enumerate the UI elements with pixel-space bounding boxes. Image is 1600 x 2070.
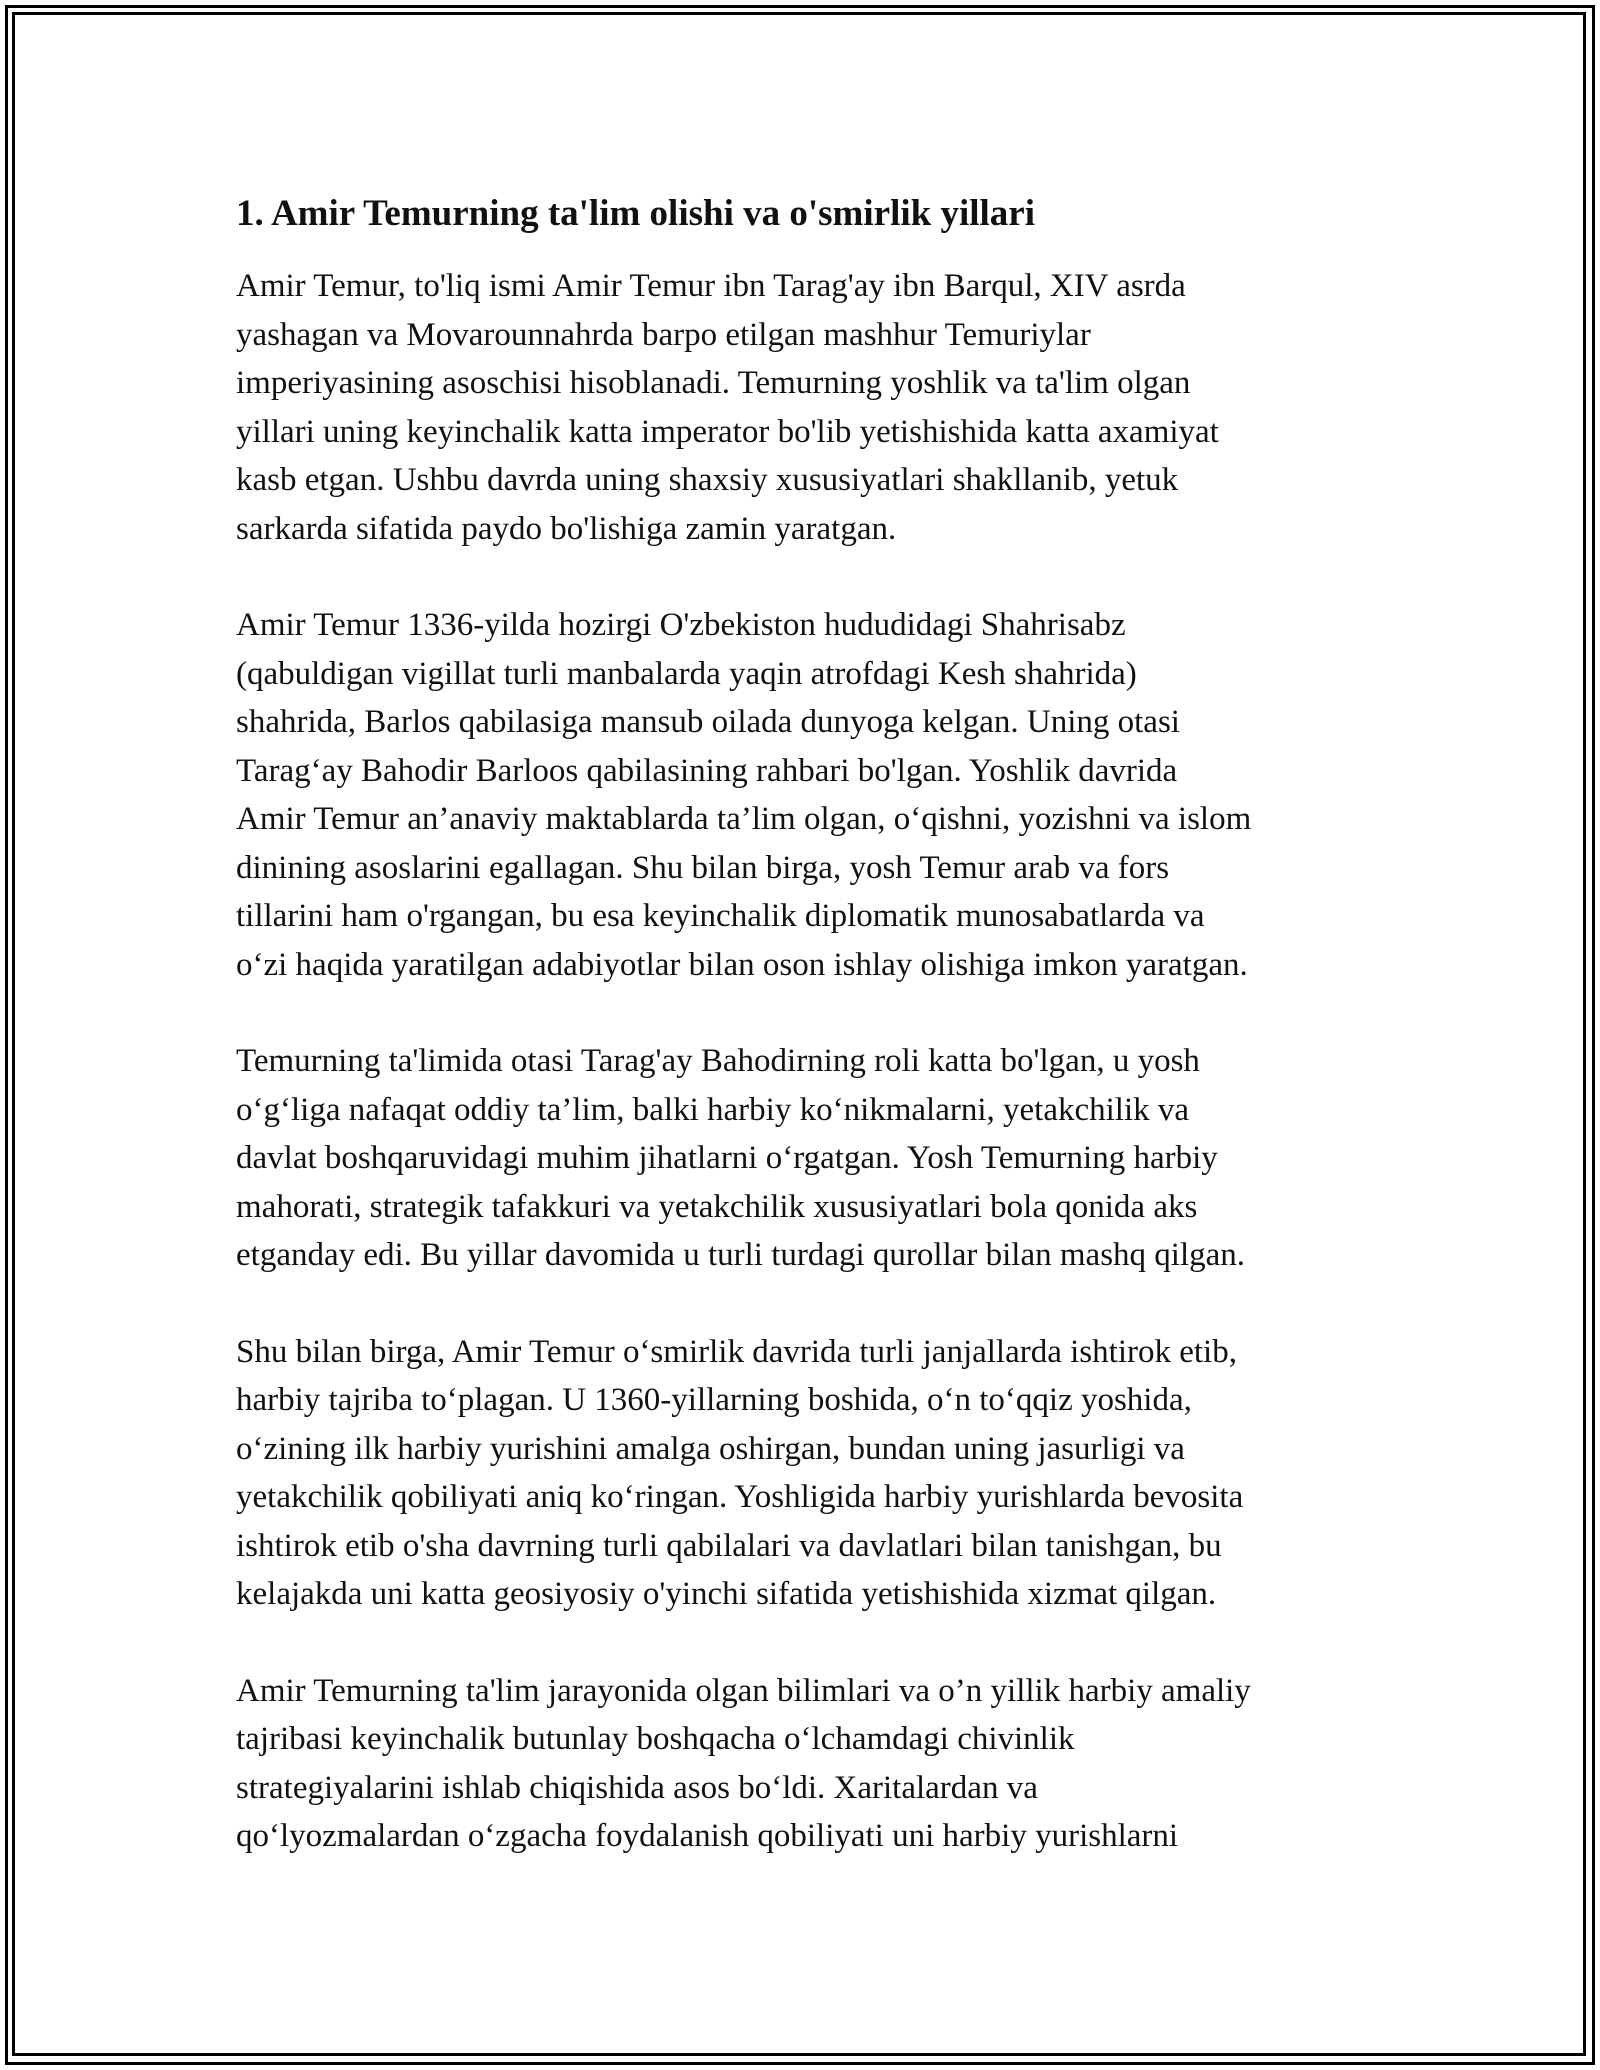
section-heading: 1. Amir Temurning ta'lim olishi va o'smirlik yillari bbox=[236, 193, 1036, 234]
paragraph-line: Amir Temurning ta'lim jarayonida olgan bilimlari va o’n yillik harbiy amaliy bbox=[236, 1672, 1251, 1709]
paragraph-line: yashagan va Movarounnahrda barpo etilgan mashhur Temuriylar bbox=[236, 316, 1091, 353]
paragraph-line: Amir Temur 1336-yilda hozirgi O'zbekiston hududidagi Shahrisabz bbox=[236, 607, 1126, 643]
paragraph-line: o‘g‘liga nafaqat oddiy ta’lim, balki harbiy ko‘nikmalarni, yetakchilik va bbox=[236, 1091, 1190, 1128]
paragraph-line: dinining asoslarini egallagan. Shu bilan birga, yosh Temur arab va fors bbox=[236, 849, 1170, 886]
paragraph bbox=[236, 601, 1376, 989]
paragraph-line: mahorati, strategik tafakkuri va yetakchilik xususiyatlari bola qonida aks bbox=[236, 1188, 1198, 1225]
paragraph-line: qo‘lyozmalardan o‘zgacha foydalanish qobiliyati uni harbiy yurishlarni bbox=[236, 1818, 1179, 1854]
paragraph-line: kasb etgan. Ushbu davrda uning shaxsiy xususiyatlari shakllanib, yetuk bbox=[236, 462, 1179, 498]
paragraph-line: o‘zining ilk harbiy yurishini amalga oshirgan, bundan uning jasurligi va bbox=[236, 1430, 1185, 1467]
paragraph bbox=[236, 1037, 1376, 1280]
paragraph bbox=[236, 1328, 1376, 1619]
paragraph-line: shahrida, Barlos qabilasiga mansub oilada dunyoga kelgan. Uning otasi bbox=[236, 704, 1180, 740]
paragraph-line: tajribasi keyinchalik butunlay boshqacha o‘lchamdagi chivinlik bbox=[236, 1721, 1075, 1757]
paragraph-line: Amir Temur, to'liq ismi Amir Temur ibn Tarag'ay ibn Barqul, XIV asrda bbox=[236, 268, 1186, 304]
paragraph-line: o‘zi haqida yaratilgan adabiyotlar bilan oson ishlay olishiga imkon yaratgan. bbox=[236, 946, 1248, 983]
paragraph-line: strategiyalarini ishlab chiqishida asos bo‘ldi. Xaritalardan va bbox=[236, 1769, 1038, 1806]
paragraph bbox=[236, 1667, 1376, 1861]
paragraph-line: tillarini ham o'rgangan, bu esa keyinchalik diplomatik munosabatlarda va bbox=[236, 898, 1205, 934]
paragraph-line: davlat boshqaruvidagi muhim jihatlarni o‘rgatgan. Yosh Temurning harbiy bbox=[236, 1140, 1218, 1176]
paragraph-line: yetakchilik qobiliyati aniq ko‘ringan. Yoshligida harbiy yurishlarda bevosita bbox=[236, 1479, 1244, 1515]
paragraph-line: Tarag‘ay Bahodir Barloos qabilasining rahbari bo'lgan. Yoshlik davrida bbox=[236, 752, 1178, 789]
paragraph-line: Temurning ta'limida otasi Tarag'ay Bahodirning roli katta bo'lgan, u yosh bbox=[236, 1043, 1200, 1079]
paragraph-line: sarkarda sifatida paydo bo'lishiga zamin yaratgan. bbox=[236, 510, 897, 547]
paragraph-line: Shu bilan birga, Amir Temur o‘smirlik davrida turli janjallarda ishtirok etib, bbox=[236, 1333, 1237, 1370]
paragraph-line: imperiyasining asoschisi hisoblanadi. Temurning yoshlik va ta'lim olgan bbox=[236, 365, 1191, 401]
document-body bbox=[236, 190, 1376, 1909]
paragraph-line: harbiy tajriba to‘plagan. U 1360-yillarning boshida, o‘n to‘qqiz yoshida, bbox=[236, 1382, 1192, 1418]
paragraph-line: (qabuldigan vigillat turli manbalarda yaqin atrofdagi Kesh shahrida) bbox=[236, 655, 1137, 692]
paragraph-line: Amir Temur an’anaviy maktablarda ta’lim olgan, o‘qishni, yozishni va islom bbox=[236, 801, 1252, 837]
paragraph-line: etganday edi. Bu yillar davomida u turli turdagi qurollar bilan mashq qilgan. bbox=[236, 1237, 1246, 1273]
paragraph-list bbox=[236, 262, 1376, 1861]
paragraph bbox=[236, 262, 1376, 553]
paragraph-line: ishtirok etib o'sha davrning turli qabilalari va davlatlari bilan tanishgan, bu bbox=[236, 1527, 1222, 1564]
paragraph-line: kelajakda uni katta geosiyosiy o'yinchi sifatida yetishishida xizmat qilgan. bbox=[236, 1576, 1217, 1612]
paragraph-line: yillari uning keyinchalik katta imperator bo'lib yetishishida katta axamiyat bbox=[236, 413, 1219, 450]
